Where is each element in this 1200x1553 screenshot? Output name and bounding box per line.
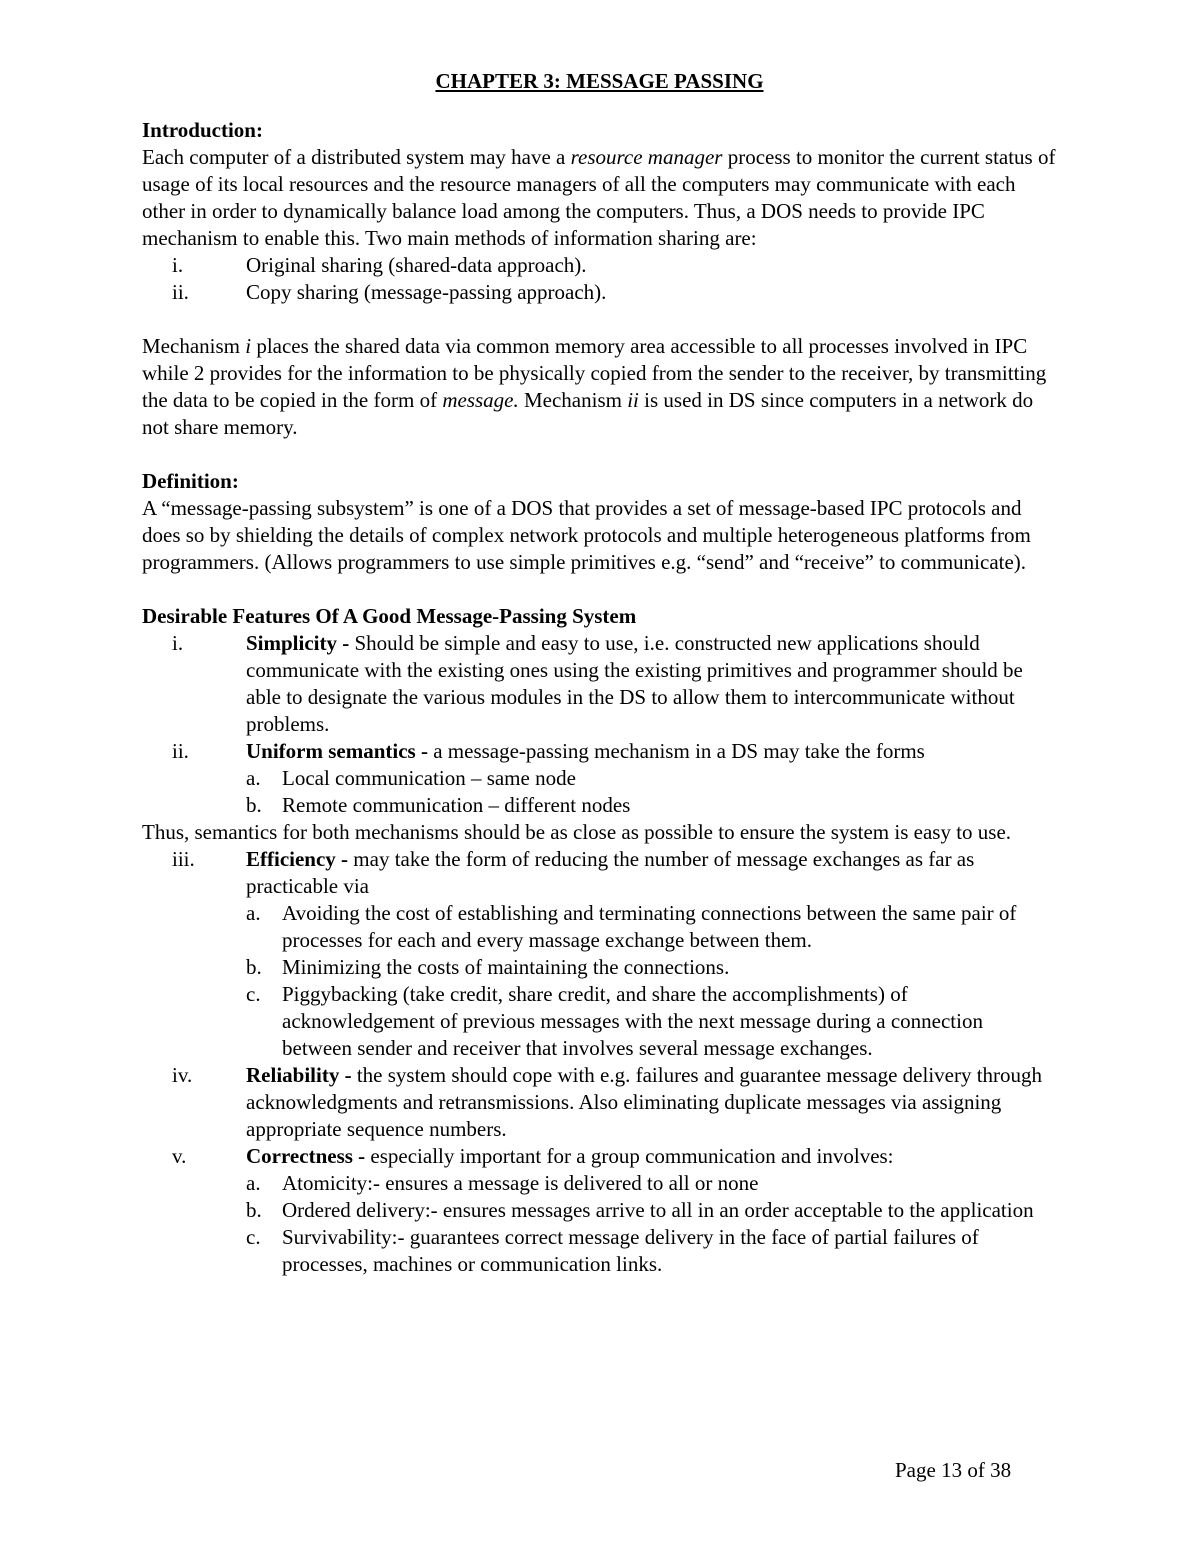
- intro-paragraph: Each computer of a distributed system may have a resource manager process to monitor the current status of usage of its local resources and the resource managers of all the computers may communicate with each other in order to dynamically balance load among the computers. Thus, a DOS needs to provide IPC mechanism to enable this. Two main methods of information sharing are:: [142, 145, 1056, 250]
- list-item: b. Ordered delivery:- ensures messages arrive to all in an order acceptable to the application: [246, 1198, 1034, 1222]
- document-page: [142, 68, 1057, 1278]
- list-item: a. Local communication – same node: [246, 766, 576, 790]
- list-item: c. Survivability:- guarantees correct message delivery in the face of partial failures of processes, machines or communication links.: [246, 1225, 979, 1276]
- features-list-continued: [142, 846, 1057, 1278]
- definition-paragraph: A “message-passing subsystem” is one of a DOS that provides a set of message-based IPC protocols and does so by shielding the details of complex network protocols and multiple heterogeneous platforms from programmers. (Allows programmers to use simple primitives e.g. “send” and “receive” to communicate).: [142, 496, 1031, 574]
- uniform-note: Thus, semantics for both mechanisms should be as close as possible to ensure the system is easy to use.: [142, 820, 1012, 844]
- list-item: ii. Copy sharing (message-passing approach).: [172, 280, 607, 304]
- definition-heading: Definition:: [142, 469, 239, 493]
- feature-correctness: v. Correctness - especially important for a group communication and involves: a. Atomicity:- ensures a message is delivered to all or none b. Ordered delivery:- ensures messages arrive to all in an order acceptable to the application c. Survivability:- guarantees correct message delivery in the face of partial failures of processes, machines or communication links.: [142, 1143, 1057, 1278]
- feature-reliability: iv. Reliability - the system should cope with e.g. failures and guarantee message delivery through acknowledgments and retransmissions. Also eliminating duplicate messages via assigning appropriate sequence numbers.: [172, 1063, 1043, 1141]
- list-item: b. Minimizing the costs of maintaining the connections.: [246, 955, 730, 979]
- intro-heading: Introduction:: [142, 118, 263, 142]
- list-item: i. Original sharing (shared-data approach).: [172, 253, 587, 277]
- feature-uniform-semantics: ii. Uniform semantics - a message-passing mechanism in a DS may take the forms a. Local communication – same node b. Remote communication – different nodes: [142, 738, 1057, 819]
- chapter-title: CHAPTER 3: MESSAGE PASSING: [435, 69, 764, 93]
- list-item: b. Remote communication – different nodes: [246, 793, 631, 817]
- feature-efficiency: iii. Efficiency - may take the form of reducing the number of message exchanges as far as practicable via a. Avoiding the cost of establishing and terminating connections between the same pair of processes for each and every massage exchange between them. b. Minimizing the costs of maintaining the connections. c. Piggybacking (take credit, share credit, and share the accomplishments) of acknowledgement of previous messages with the next message during a connection between sender and receiver that involves several message exchanges.: [142, 846, 1057, 1062]
- mechanism-paragraph: Mechanism i places the shared data via common memory area accessible to all processes involved in IPC while 2 provides for the information to be physically copied from the sender to the receiver, by transmitting the data to be copied in the form of message. Mechanism ii is used in DS since computers in a network do not share memory.: [142, 334, 1047, 439]
- features-heading: Desirable Features Of A Good Message-Passing System: [142, 604, 637, 628]
- list-item: a. Avoiding the cost of establishing and terminating connections between the same pair of processes for each and every massage exchange between them.: [246, 901, 1017, 952]
- list-item: c. Piggybacking (take credit, share credit, and share the accomplishments) of acknowledgement of previous messages with the next message during a connection between sender and receiver that involves several message exchanges.: [246, 982, 983, 1060]
- features-list: [142, 630, 1057, 819]
- sharing-methods-list: [142, 252, 1057, 306]
- feature-simplicity: i. Simplicity - Should be simple and easy to use, i.e. constructed new applications should communicate with the existing ones using the existing primitives and programmer should be able to designate the various modules in the DS to allow them to intercommunicate without problems.: [172, 631, 1023, 736]
- list-item: a. Atomicity:- ensures a message is delivered to all or none: [246, 1171, 759, 1195]
- page-number: Page 13 of 38: [895, 1458, 1012, 1482]
